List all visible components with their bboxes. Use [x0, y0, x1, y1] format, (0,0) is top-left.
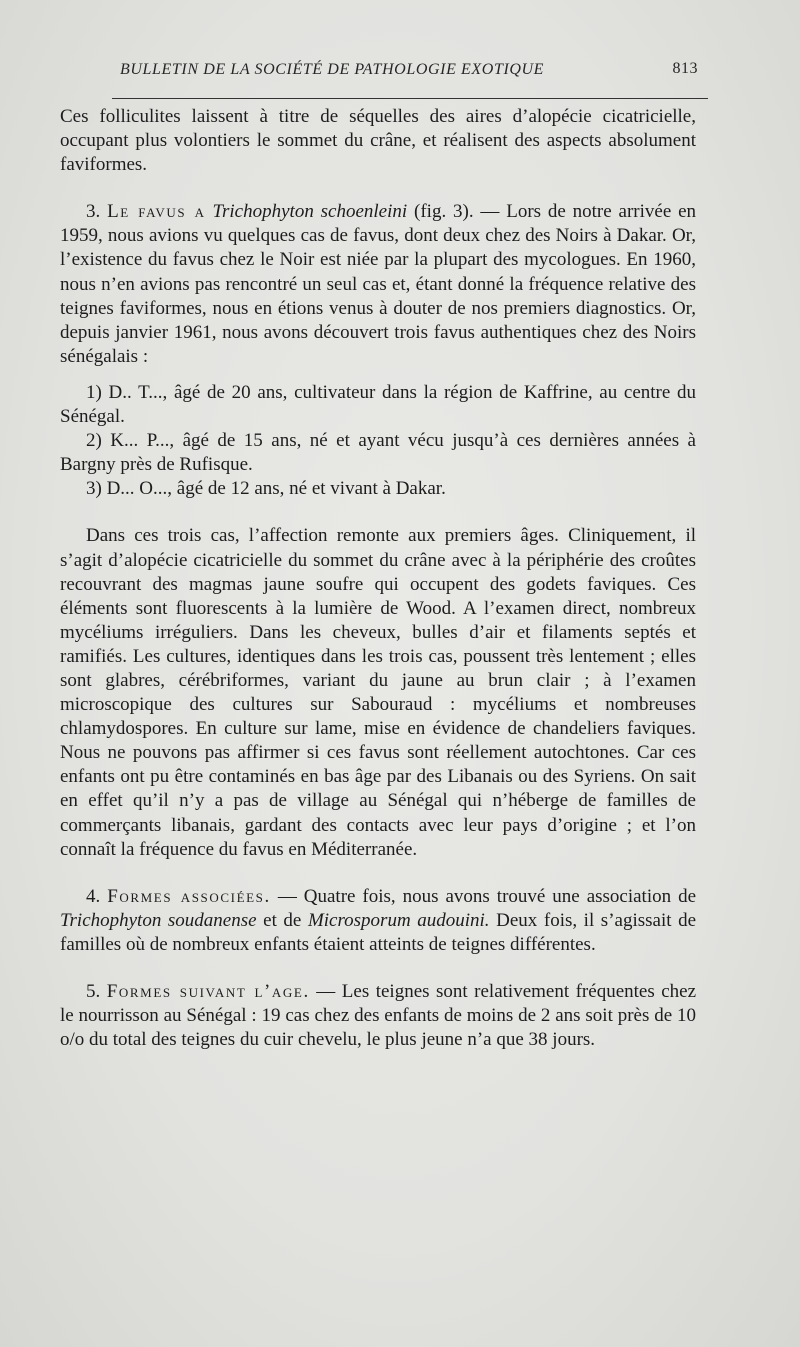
section-4-species-1: Trichophyton soudanense: [60, 909, 257, 931]
body-text: [60, 105, 696, 1052]
section-3-number: 3.: [86, 201, 101, 223]
section-5-text: — Les teignes sont relativement fréquentes chez le nourrisson au Sénégal : 19 cas chez des enfants de moins de 2 ans soit près de 10 o/o du total des teignes du cuir chevelu, le plus jeune n’a que 38 jours.: [60, 981, 697, 1051]
page-number: 813: [672, 60, 698, 77]
page-header: [112, 60, 708, 99]
case-list-item-1: 1) D.. T..., âgé de 20 ans, cultivateur dans la région de Kaffrine, au centre du Sénégal.: [60, 381, 696, 428]
paragraph-three-cases: Dans ces trois cas, l’affection remonte aux premiers âges. Cliniquement, il s’agit d’alopécie cicatricielle du sommet du crâne avec à la périphérie des croûtes recouvrant des magmas jaune soufre qui occupent des godets faviques. Ces éléments sont fluorescents à la lumière de Wood. A l’examen direct, nombreux mycéliums irréguliers. Dans les cheveux, bulles d’air et filaments septés et ramifiés. Les cultures, identiques dans les trois cas, poussent très lentement ; elles sont glabres, cérébriformes, variant du jaune au brun clair ; à l’examen microscopique des cultures sur Sabouraud : mycéliums et nombreuses chlamydospores. En culture sur lame, mise en évidence de chandeliers faviques. Nous ne pouvons pas affirmer si ces favus sont réellement autochtones. Car ces enfants ont pu être contaminés en bas âge par des Libanais ou des Syriens. On sait en effet qu’il n’y a pas de village au Sénégal qui n’héberge de familles de commerçants libanais, gardant des contacts avec leur pays d’origine ; et l’on connaît la fréquence du favus en Méditerranée.: [60, 525, 696, 860]
section-4-species-2: Microsporum audouini.: [307, 909, 490, 931]
case-list-item-2: 2) K... P..., âgé de 15 ans, né et ayant vécu jusqu’à ces dernières années à Bargny près de Rufisque.: [60, 430, 696, 476]
section-4-and: et de: [263, 909, 302, 931]
section-5-number: 5.: [86, 981, 101, 1002]
running-head: BULLETIN DE LA SOCIÉTÉ DE PATHOLOGIE EXOTIQUE: [120, 61, 545, 78]
paragraph-folliculites: Ces folliculites laissent à titre de séquelles des aires d’alopécie cicatricielle, occupant plus volontiers le sommet du crâne, et réalisent des aspects absolument faviformes.: [60, 106, 696, 176]
section-3-heading: Le favus a: [107, 201, 206, 223]
section-3-text: (fig. 3). — Lors de notre arrivée en 1959, nous avions vu quelques cas de favus, dont deux chez des Noirs à Dakar. Or, l’existence du favus chez le Noir est niée par la plupart des mycologues. En 1960, nous n’en avions pas rencontré un seul cas et, étant donné la fréquence relative des teignes faviformes, nous en étions venus à douter de nos premiers diagnostics. Or, depuis janvier 1961, nous avons découvert trois favus authentiques chez des Noirs sénégalais :: [60, 201, 697, 367]
section-5-age-forms: [60, 980, 696, 1052]
section-4-text-b: Deux fois, il s’agissait de familles où de nombreux enfants étaient atteints de teignes différentes.: [60, 909, 697, 955]
section-4-associated-forms: [60, 885, 696, 957]
case-list-item-3: 3) D... O..., âgé de 12 ans, né et vivant à Dakar.: [86, 478, 446, 500]
section-4-text-a: — Quatre fois, nous avons trouvé une association de: [277, 885, 697, 907]
section-5-heading: Formes suivant l’age.: [106, 981, 310, 1002]
section-4-number: 4.: [86, 885, 101, 907]
section-4-heading: Formes associées.: [107, 885, 271, 907]
section-3-favus: [60, 200, 696, 369]
section-3-species: Trichophyton schoenleini: [212, 201, 408, 223]
